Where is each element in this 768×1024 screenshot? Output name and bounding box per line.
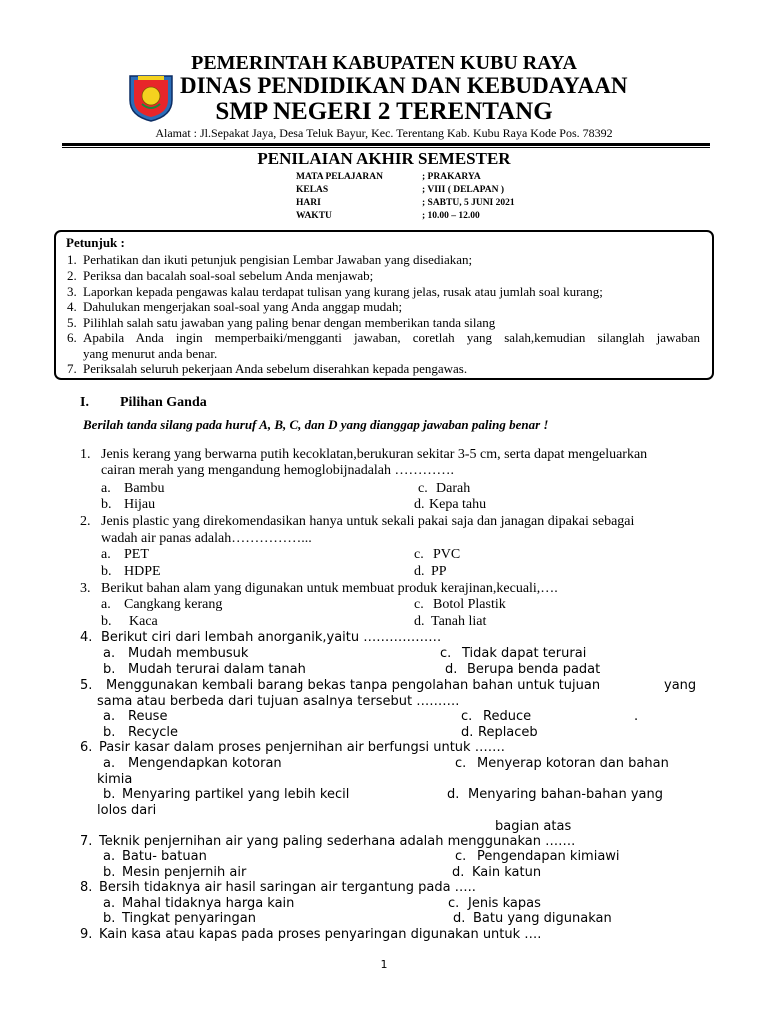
- header-divider-thin: [62, 147, 710, 148]
- instruction-number: 4.: [67, 299, 77, 314]
- option-letter: d.: [445, 662, 458, 677]
- option-letter: d.: [452, 865, 465, 880]
- section-instruction: Berilah tanda silang pada huruf A, B, C, dan D yang dianggap jawaban paling benar !: [83, 417, 549, 432]
- page-number: 1: [380, 958, 388, 971]
- option-text: Mahal tidaknya harga kain: [122, 896, 295, 911]
- header-divider-thick: [62, 143, 710, 146]
- question-text: sama atau berbeda dari tujuan asalnya tersebut ……….: [97, 694, 460, 709]
- option-letter: a.: [103, 646, 116, 661]
- option-letter: c.: [455, 756, 467, 771]
- question-number: 7.: [80, 834, 93, 849]
- info-label: KELAS: [296, 185, 329, 195]
- option-text: Recycle: [128, 725, 179, 740]
- option-letter: a.: [103, 756, 116, 771]
- instruction-text: Periksalah seluruh pekerjaan Anda sebelum diserahkan kepada pengawas.: [83, 361, 468, 376]
- option-letter: b.: [103, 911, 116, 926]
- option-text: Mesin penjernih air: [122, 865, 247, 880]
- question-number: 6.: [80, 740, 93, 755]
- instruction-text-continued: yang menurut anda benar.: [83, 346, 218, 361]
- instruction-number: 5.: [67, 315, 77, 330]
- question-number: 3.: [80, 581, 91, 596]
- option-text: HDPE: [124, 564, 161, 579]
- option-letter: b.: [101, 614, 112, 629]
- option-letter: b.: [103, 662, 116, 677]
- question-text: Kain kasa atau kapas pada proses penyaringan digunakan untuk ….: [99, 927, 542, 942]
- option-text: Menyerap kotoran dan bahan: [477, 756, 669, 771]
- question-number: 4.: [80, 630, 93, 645]
- option-letter: a.: [103, 709, 116, 724]
- option-text: PVC: [433, 547, 461, 562]
- instruction-text: Periksa dan bacalah soal-soal sebelum Anda menjawab;: [83, 268, 374, 283]
- option-letter: b.: [101, 564, 112, 579]
- option-letter: c.: [414, 547, 424, 562]
- question-number: 9.: [80, 927, 93, 942]
- option-letter: c.: [455, 849, 467, 864]
- question-text: yang: [664, 678, 697, 693]
- info-value: ; SABTU, 5 JUNI 2021: [422, 198, 515, 208]
- option-letter: b.: [103, 865, 116, 880]
- option-letter: a.: [101, 481, 111, 496]
- instruction-text: Perhatikan dan ikuti petunjuk pengisian Lembar Jawaban yang disediakan;: [83, 252, 473, 267]
- option-text: Cangkang kerang: [124, 597, 223, 612]
- option-text: Replaceb: [478, 725, 538, 740]
- option-letter: c.: [448, 896, 460, 911]
- option-letter: b.: [101, 497, 112, 512]
- option-letter: d.: [414, 497, 425, 512]
- school-address: Alamat : Jl.Sepakat Jaya, Desa Teluk Bayur, Kec. Terentang Kab. Kubu Raya Kode Pos. 78392: [155, 126, 613, 140]
- question-number: 1.: [80, 447, 91, 462]
- option-text: Tanah liat: [431, 614, 487, 629]
- option-letter: c.: [440, 646, 452, 661]
- section-number: I.: [80, 395, 89, 410]
- option-text: Bambu: [124, 481, 165, 496]
- option-letter: c.: [461, 709, 473, 724]
- question-text: Teknik penjernihan air yang paling sederhana adalah menggunakan …….: [99, 834, 576, 849]
- option-text: Pengendapan kimiawi: [477, 849, 620, 864]
- option-letter: a.: [101, 547, 111, 562]
- info-label: HARI: [296, 198, 321, 208]
- option-text: Mengendapkan kotoran: [128, 756, 282, 771]
- instructions-title: Petunjuk :: [66, 235, 125, 250]
- option-text: Hijau: [124, 497, 156, 512]
- option-letter: c.: [418, 481, 428, 496]
- option-text: Menyaring partikel yang lebih kecil: [122, 787, 350, 802]
- instruction-text: Laporkan kepada pengawas kalau terdapat tulisan yang kurang jelas, rusak atau jumlah soal kurang;: [83, 284, 603, 299]
- instruction-number: 6.: [67, 330, 77, 345]
- info-value: ; 10.00 – 12.00: [422, 211, 480, 221]
- question-text: Berikut ciri dari lembah anorganik,yaitu ………………: [101, 630, 442, 645]
- option-text: Mudah terurai dalam tanah: [128, 662, 306, 677]
- option-letter: a.: [103, 896, 116, 911]
- question-text: Jenis kerang yang berwarna putih kecoklatan,berukuran sekitar 3-5 cm, serta dapat mengeluarkan: [101, 447, 648, 462]
- option-text: Reuse: [128, 709, 168, 724]
- option-letter: d.: [447, 787, 460, 802]
- question-number: 5.: [80, 678, 93, 693]
- school-name: SMP NEGERI 2 TERENTANG: [215, 98, 553, 125]
- option-text: Mudah membusuk: [128, 646, 249, 661]
- instruction-text: Apabila Anda ingin memperbaiki/mengganti jawaban, coretlah yang salah,kemudian silanglah jawaban: [83, 330, 700, 345]
- option-text-wrap: kimia: [97, 772, 133, 787]
- question-text: Jenis plastic yang direkomendasikan hanya untuk sekali pakai saja dan janagan dipakai sebagai: [101, 514, 635, 529]
- option-letter: b.: [103, 787, 116, 802]
- section-title: Pilihan Ganda: [120, 395, 207, 410]
- option-text: Darah: [436, 481, 471, 496]
- exam-title: PENILAIAN AKHIR SEMESTER: [257, 149, 511, 168]
- option-text-wrap: lolos dari: [97, 803, 157, 818]
- option-text: Batu- batuan: [122, 849, 207, 864]
- option-letter: a.: [103, 849, 116, 864]
- option-text: Batu yang digunakan: [473, 911, 612, 926]
- option-letter: d.: [414, 614, 425, 629]
- instruction-number: 1.: [67, 252, 77, 267]
- instruction-text: Pilihlah salah satu jawaban yang paling benar dengan memberikan tanda silang: [83, 315, 496, 330]
- info-label: MATA PELAJARAN: [296, 172, 383, 182]
- info-label: WAKTU: [296, 211, 332, 221]
- question-text: Pasir kasar dalam proses penjernihan air berfungsi untuk …….: [99, 740, 505, 755]
- instruction-number: 7.: [67, 361, 77, 376]
- option-text: Tingkat penyaringan: [122, 911, 256, 926]
- option-letter: d.: [461, 725, 474, 740]
- instruction-number: 3.: [67, 284, 77, 299]
- info-value: ; VIII ( DELAPAN ): [422, 185, 504, 195]
- question-text: Bersih tidaknya air hasil saringan air tergantung pada …..: [99, 880, 476, 895]
- option-text-wrap: bagian atas: [495, 819, 572, 834]
- question-text: Menggunakan kembali barang bekas tanpa pengolahan bahan untuk tujuan: [106, 678, 601, 693]
- instruction-number: 2.: [67, 268, 77, 283]
- option-text: PET: [124, 547, 149, 562]
- option-text: Kain katun: [472, 865, 542, 880]
- option-text: Kepa tahu: [429, 497, 487, 512]
- option-text: PP: [431, 564, 447, 579]
- option-text: Berupa benda padat: [467, 662, 601, 677]
- agency-title: DINAS PENDIDIKAN DAN KEBUDAYAAN: [180, 73, 628, 98]
- option-letter: d.: [453, 911, 466, 926]
- option-letter: b.: [103, 725, 116, 740]
- question-text: cairan merah yang mengandung hemoglobijnadalah ………….: [101, 463, 455, 478]
- option-text: Tidak dapat terurai: [462, 646, 587, 661]
- option-text: Botol Plastik: [433, 597, 506, 612]
- trailing-dot: .: [634, 709, 639, 724]
- option-text: Jenis kapas: [468, 896, 541, 911]
- instruction-text: Dahulukan mengerjakan soal-soal yang Anda anggap mudah;: [83, 299, 403, 314]
- option-text: Kaca: [129, 614, 158, 629]
- question-number: 8.: [80, 880, 93, 895]
- option-letter: a.: [101, 597, 111, 612]
- option-letter: c.: [414, 597, 424, 612]
- option-text: Menyaring bahan-bahan yang: [468, 787, 663, 802]
- option-letter: d.: [414, 564, 425, 579]
- info-value: ; PRAKARYA: [422, 172, 481, 182]
- question-text: Berikut bahan alam yang digunakan untuk membuat produk kerajinan,kecuali,….: [101, 581, 558, 596]
- question-text: wadah air panas adalah……………...: [101, 531, 312, 546]
- government-title: PEMERINTAH KABUPATEN KUBU RAYA: [191, 52, 577, 74]
- question-number: 2.: [80, 514, 91, 529]
- option-text: Reduce: [483, 709, 532, 724]
